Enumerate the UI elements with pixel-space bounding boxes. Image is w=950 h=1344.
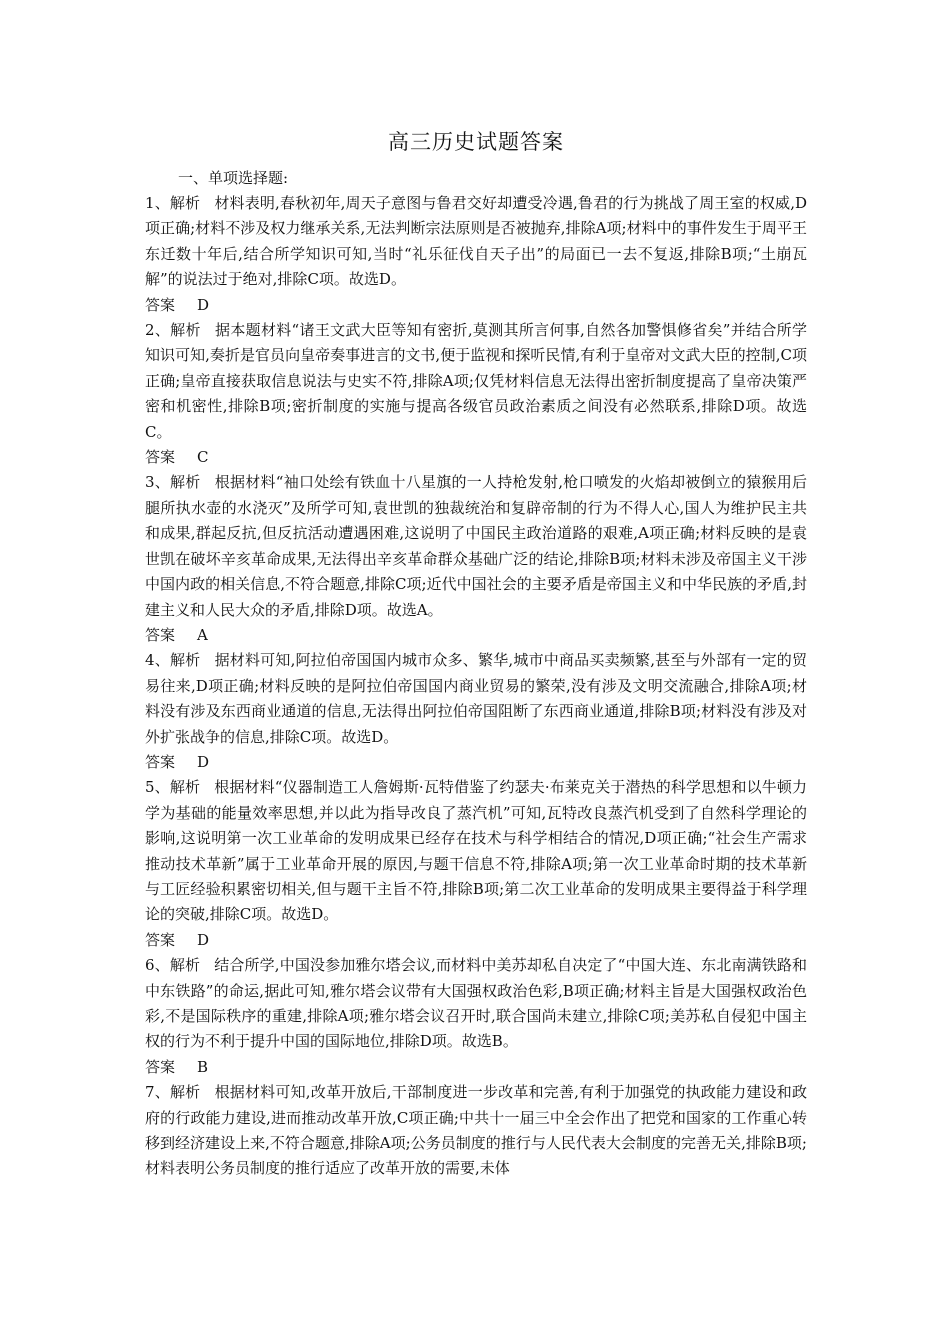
item-number: 1、解析 — [145, 194, 201, 212]
answer-value: D — [197, 752, 210, 771]
question-item-5 — [145, 775, 807, 953]
item-number: 5、解析 — [145, 778, 201, 797]
explanation-text: 据材料可知,阿拉伯帝国国内城市众多、繁华,城市中商品买卖频繁,甚至与外部有一定的贸易往来,D项正确;材料反映的是阿拉伯帝国国内商业贸易的繁荣,没有涉及文明交流融合,排除A项;材料没有涉及东西商业通道的信息,无法得出阿拉伯帝国阻断了东西商业通道,排除B项;材料没有涉及对外扩张战争的信息,排除C项。故选D。 — [145, 651, 807, 746]
answer-label: 答案 — [145, 295, 176, 314]
explanation-paragraph — [145, 648, 807, 750]
explanation-text: 材料表明,春秋初年,周天子意图与鲁君交好却遭受冷遇,鲁君的行为挑战了周王室的权威,D项正确;材料不涉及权力继承关系,无法判断宗法原则是否被抛弃,排除A项;材料中的事件发生于周平王东迁数十年后,结合所学知识可知,当时“礼乐征伐自天子出”的局面已一去不复返,排除B项;“土崩瓦解”的说法过于绝对,排除C项。故选D。 — [145, 194, 807, 289]
question-item-7 — [145, 1080, 807, 1182]
answer-value: D — [197, 930, 210, 949]
explanation-text: 据本题材料“诸王文武大臣等知有密折,莫测其所言何事,自然各加警惧修省矣”并结合所学知识可知,奏折是官员向皇帝奏事进言的文书,便于监视和探听民情,有利于皇帝对文武大臣的控制,C项正确;皇帝直接获取信息说法与史实不符,排除A项;仅凭材料信息无法得出密折制度提高了皇帝决策严密和机密性,排除B项;密折制度的实施与提高各级官员政治素质之间没有必然联系,排除D项。故选C。 — [145, 321, 807, 441]
question-item-3 — [145, 470, 807, 648]
page-title: 高三历史试题答案 — [388, 130, 564, 154]
answer-line — [145, 750, 807, 775]
answer-line — [145, 293, 807, 318]
question-item-2 — [145, 318, 807, 470]
explanation-text: 根据材料“仪器制造工人詹姆斯·瓦特借鉴了约瑟夫·布莱克关于潜热的科学思想和以牛顿力学为基础的能量效率思想,并以此为指导改良了蒸汽机”可知,瓦特改良蒸汽机受到了自然科学理论的影响,这说明第一次工业革命的发明成果已经存在技术与科学相结合的情况,D项正确;“社会生产需求推动技术革新”属于工业革命开展的原因,与题干信息不符,排除A项;第一次工业革命时期的技术革新与工匠经验积累密切相关,但与题干主旨不符,排除B项;第二次工业革命的发明成果主要得益于科学理论的突破,排除C项。故选D。 — [145, 778, 807, 924]
answer-value: D — [197, 295, 210, 314]
answer-value: A — [197, 625, 208, 644]
item-number: 2、解析 — [145, 321, 201, 340]
item-number: 3、解析 — [145, 473, 201, 492]
explanation-paragraph — [145, 953, 807, 1055]
question-item-6 — [145, 953, 807, 1080]
explanation-paragraph — [145, 470, 807, 622]
item-number: 7、解析 — [145, 1083, 201, 1102]
item-number: 6、解析 — [145, 956, 201, 975]
section-heading: 一、单项选择题: — [178, 169, 289, 187]
answer-label: 答案 — [145, 448, 176, 467]
answer-value: B — [197, 1057, 209, 1076]
explanation-paragraph — [145, 1080, 807, 1182]
item-number: 4、解析 — [145, 651, 201, 670]
answer-line — [145, 928, 807, 953]
question-item-1 — [145, 191, 807, 318]
answer-value: C — [197, 448, 209, 467]
document-page — [145, 128, 807, 1182]
answer-line — [145, 1055, 807, 1080]
explanation-text: 根据材料“袖口处绘有铁血十八星旗的一人持枪发射,枪口喷发的火焰却被倒立的猿猴用后腿所执水壶的水浇灭”及所学可知,袁世凯的独裁统治和复辟帝制的行为不得人心,国人为维护民主共和成果,群起反抗,但反抗活动遭遇困难,这说明了中国民主政治道路的艰难,A项正确;材料反映的是袁世凯在破坏辛亥革命成果,无法得出辛亥革命群众基础广泛的结论,排除B项;材料未涉及帝国主义干涉中国内政的相关信息,不符合题意,排除C项;近代中国社会的主要矛盾是帝国主义和中华民族的矛盾,封建主义和人民大众的矛盾,排除D项。故选A。 — [145, 473, 807, 619]
answer-label: 答案 — [145, 1057, 176, 1076]
explanation-text: 根据材料可知,改革开放后,干部制度进一步改革和完善,有利于加强党的执政能力建设和政府的行政能力建设,进而推动改革开放,C项正确;中共十一届三中全会作出了把党和国家的工作重心转移到经济建设上来,不符合题意,排除A项;公务员制度的推行与人民代表大会制度的完善无关,排除B项;材料表明公务员制度的推行适应了改革开放的需要,未体 — [145, 1083, 807, 1178]
answer-label: 答案 — [145, 930, 176, 949]
answer-line — [145, 623, 807, 648]
answer-label: 答案 — [145, 625, 176, 644]
explanation-paragraph — [145, 191, 807, 293]
explanation-paragraph — [145, 318, 807, 445]
explanation-paragraph — [145, 775, 807, 927]
answer-label: 答案 — [145, 752, 176, 771]
question-item-4 — [145, 648, 807, 775]
answer-line — [145, 445, 807, 470]
explanation-text: 结合所学,中国没参加雅尔塔会议,而材料中美苏却私自决定了“中国大连、东北南满铁路和中东铁路”的命运,据此可知,雅尔塔会议带有大国强权政治色彩,B项正确;材料主旨是大国强权政治色彩,不是国际秩序的重建,排除A项;雅尔塔会议召开时,联合国尚未建立,排除C项;美苏私自侵犯中国主权的行为不利于提升中国的国际地位,排除D项。故选B。 — [145, 956, 807, 1051]
